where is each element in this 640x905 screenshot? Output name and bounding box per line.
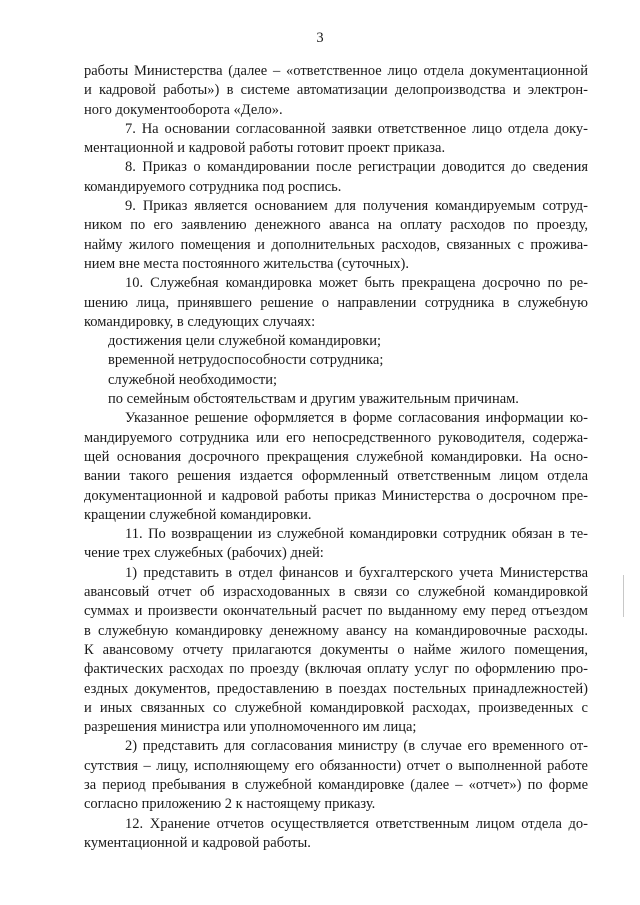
text-line: достижения цели служебной командировки; [108, 333, 382, 350]
text-line: щей основания досрочного прекращения служебной командировки. На осно- [84, 448, 588, 465]
text-line: кументационной и кадровой работы. [84, 834, 311, 851]
text-line: нием вне места постоянного жительства (суточных). [84, 255, 409, 272]
text-line: ментационной и кадровой работы готовит проект приказа. [84, 140, 446, 157]
text-line: 7. На основании согласованной заявки ответственное лицо отдела доку- [125, 120, 588, 137]
text-line: 9. Приказ является основанием для получения командируемым сотруд- [125, 198, 588, 215]
text-line: за период пребывания в служебной командировке (далее – «отчет») по форме [84, 776, 588, 793]
text-line: в служебную командировку денежному авансу на командировочные расходы. [84, 622, 588, 639]
text-line: шению лица, принявшего решение о направлении сотрудника в служебную [84, 294, 588, 311]
text-line: 10. Служебная командировка может быть прекращена досрочно по ре- [125, 275, 588, 292]
text-line: по семейным обстоятельствам и другим уважительным причинам. [108, 391, 519, 408]
text-line: ного документооборота «Дело». [84, 101, 283, 118]
page-number: 3 [316, 30, 324, 46]
text-line: и иных связанных со служебной командировкой расходах, произведенных с [84, 699, 588, 716]
text-line: К авансовому отчету прилагаются документы о найме жилого помещения, [84, 641, 588, 658]
text-line: временной нетрудоспособности сотрудника; [108, 352, 384, 369]
text-line: вании такого решения издается оформленный ответственным лицом отдела [84, 468, 588, 485]
text-line: Указанное решение оформляется в форме согласования информации ко- [125, 410, 588, 427]
text-line: 8. Приказ о командировании после регистрации доводится до сведения [125, 159, 588, 176]
text-line: служебной необходимости; [108, 371, 278, 388]
text-line: авансовый отчет об израсходованных в связи со служебной командировкой [84, 584, 588, 601]
text-line: и кадровой работы») в системе автоматизации делопроизводства и электрон- [84, 82, 588, 99]
text-line: 2) представить для согласования министру (в случае его временного от- [125, 738, 588, 755]
text-line: командируемого сотрудника под роспись. [84, 178, 342, 195]
text-line: сутствия – лицу, исполняющему его обязанности) отчет о выполненной работе [84, 757, 588, 774]
text-line: чение трех служебных (рабочих) дней: [84, 545, 324, 562]
document-body [84, 62, 588, 853]
text-line: суммах и произвести окончательный расчет по выданному ему перед отъездом [84, 603, 588, 620]
text-line: ездных документов, предоставлению в поездах постельных принадлежностей) [84, 680, 588, 697]
text-line: разрешения министра или уполномоченного им лица; [84, 719, 417, 736]
text-line: мандируемого сотрудника или его непосредственного руководителя, содержа- [84, 429, 588, 446]
text-line: командировку, в следующих случаях: [84, 313, 316, 330]
text-line: найму жилого помещения и дополнительных расходов, связанных с прожива- [84, 236, 588, 253]
text-line: 1) представить в отдел финансов и бухгалтерского учета Министерства [125, 564, 588, 581]
text-line: согласно приложению 2 к настоящему приказу. [84, 796, 376, 813]
text-line: работы Министерства (далее – «ответственное лицо отдела документационной [84, 63, 588, 79]
text-line: фактических расходах по проезду (включая оплату услуг по оформлению про- [84, 661, 588, 678]
text-line: 11. По возвращении из служебной командировки сотрудник обязан в те- [125, 526, 588, 543]
text-line: ником по его заявлению денежного аванса на оплату расходов по проезду, [84, 217, 588, 234]
text-line: документационной и кадровой работы приказ Министерства о досрочном пре- [84, 487, 588, 504]
text-line: кращении служебной командировки. [84, 506, 312, 523]
text-line: 12. Хранение отчетов осуществляется ответственным лицом отдела до- [125, 815, 588, 832]
scan-edge-line [623, 575, 624, 617]
